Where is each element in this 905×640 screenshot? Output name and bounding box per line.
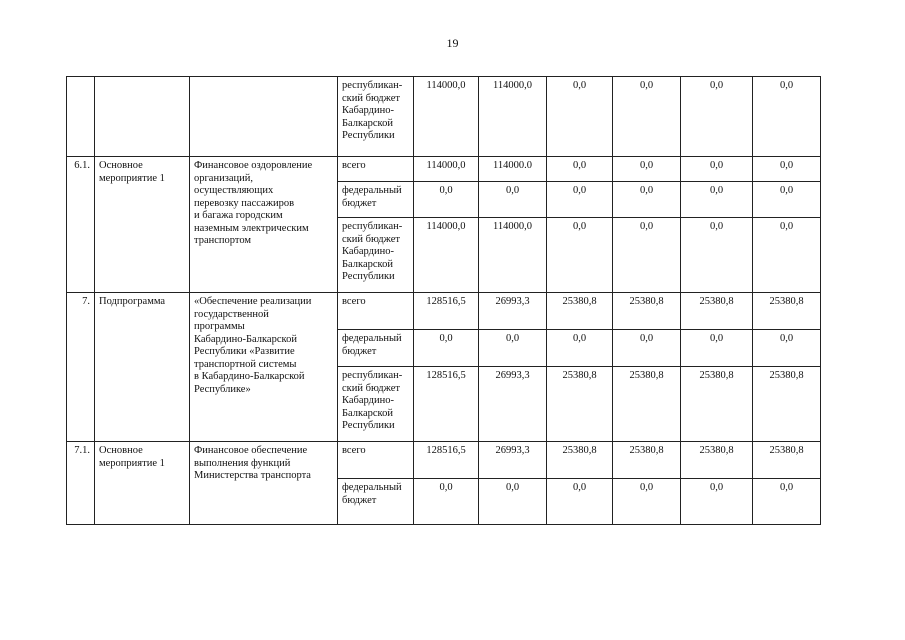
- amount-cell: 0,0: [414, 182, 479, 218]
- amount-cell: 25380,8: [753, 293, 821, 330]
- amount-cell: 114000,0: [479, 218, 547, 293]
- amount-cell: 0,0: [547, 157, 613, 182]
- amount-cell: 128516,5: [414, 293, 479, 330]
- item-name: «Обеспечение реализации государственной программы Кабардино-Балкарской Республики «Развитие транспортной системы в Кабардино-Балкарской Республике»: [190, 293, 338, 442]
- item-kind: Подпрограмма: [95, 293, 190, 442]
- funding-source: всего: [338, 157, 414, 182]
- amount-cell: 0,0: [479, 182, 547, 218]
- funding-source: республикан- ский бюджет Кабардино- Балкарской Республики: [338, 218, 414, 293]
- funding-source: федеральный бюджет: [338, 479, 414, 525]
- funding-source: всего: [338, 442, 414, 479]
- amount-cell: 0,0: [753, 157, 821, 182]
- amount-cell: 25380,8: [753, 367, 821, 442]
- amount-cell: 0,0: [681, 330, 753, 367]
- amount-cell: 25380,8: [547, 442, 613, 479]
- funding-source: республикан- ский бюджет Кабардино- Балкарской Республики: [338, 367, 414, 442]
- item-number: [67, 77, 95, 157]
- amount-cell: 0,0: [479, 479, 547, 525]
- funding-source: федеральный бюджет: [338, 330, 414, 367]
- amount-cell: 0,0: [547, 218, 613, 293]
- amount-cell: 0,0: [547, 77, 613, 157]
- amount-cell: 0,0: [613, 218, 681, 293]
- amount-cell: 0,0: [547, 479, 613, 525]
- amount-cell: 25380,8: [547, 367, 613, 442]
- amount-cell: 128516,5: [414, 442, 479, 479]
- funding-source: федеральный бюджет: [338, 182, 414, 218]
- page-number: 19: [446, 36, 459, 50]
- amount-cell: 0,0: [753, 182, 821, 218]
- amount-cell: 26993,3: [479, 367, 547, 442]
- amount-cell: 0,0: [753, 77, 821, 157]
- amount-cell: 25380,8: [547, 293, 613, 330]
- funding-source: республикан- ский бюджет Кабардино- Балкарской Республики: [338, 77, 414, 157]
- amount-cell: 114000.0: [479, 157, 547, 182]
- amount-cell: 25380,8: [613, 367, 681, 442]
- amount-cell: 25380,8: [613, 293, 681, 330]
- amount-cell: 0,0: [613, 182, 681, 218]
- amount-cell: 0,0: [681, 157, 753, 182]
- amount-cell: 0,0: [613, 479, 681, 525]
- amount-cell: 128516,5: [414, 367, 479, 442]
- amount-cell: 0,0: [547, 330, 613, 367]
- amount-cell: 0,0: [681, 218, 753, 293]
- amount-cell: 0,0: [613, 77, 681, 157]
- amount-cell: 114000,0: [414, 218, 479, 293]
- budget-table: [66, 76, 821, 525]
- amount-cell: 26993,3: [479, 293, 547, 330]
- item-number: 7.: [67, 293, 95, 442]
- amount-cell: 0,0: [753, 218, 821, 293]
- amount-cell: 25380,8: [753, 442, 821, 479]
- amount-cell: 0,0: [753, 479, 821, 525]
- funding-source: всего: [338, 293, 414, 330]
- amount-cell: 0,0: [681, 479, 753, 525]
- amount-cell: 0,0: [681, 77, 753, 157]
- table-row: [67, 157, 821, 182]
- amount-cell: 25380,8: [681, 442, 753, 479]
- amount-cell: 0,0: [613, 330, 681, 367]
- amount-cell: 26993,3: [479, 442, 547, 479]
- amount-cell: 0,0: [613, 157, 681, 182]
- amount-cell: 0,0: [479, 330, 547, 367]
- amount-cell: 25380,8: [681, 367, 753, 442]
- amount-cell: 0,0: [414, 479, 479, 525]
- amount-cell: 0,0: [681, 182, 753, 218]
- amount-cell: 0,0: [547, 182, 613, 218]
- item-kind: Основное мероприятие 1: [95, 442, 190, 525]
- item-kind: [95, 77, 190, 157]
- item-kind: Основное мероприятие 1: [95, 157, 190, 293]
- item-name: [190, 77, 338, 157]
- item-number: 7.1.: [67, 442, 95, 525]
- amount-cell: 0,0: [414, 330, 479, 367]
- amount-cell: 114000,0: [414, 157, 479, 182]
- amount-cell: 114000,0: [479, 77, 547, 157]
- amount-cell: 0,0: [753, 330, 821, 367]
- item-name: Финансовое обеспечение выполнения функций Министерства транспорта: [190, 442, 338, 525]
- item-number: 6.1.: [67, 157, 95, 293]
- amount-cell: 25380,8: [681, 293, 753, 330]
- amount-cell: 114000,0: [414, 77, 479, 157]
- item-name: Финансовое оздоровление организаций, осуществляющих перевозку пассажиров и багажа городским наземным электрическим транспортом: [190, 157, 338, 293]
- table-row: [67, 442, 821, 479]
- table-row: [67, 77, 821, 157]
- table-row: [67, 293, 821, 330]
- amount-cell: 25380,8: [613, 442, 681, 479]
